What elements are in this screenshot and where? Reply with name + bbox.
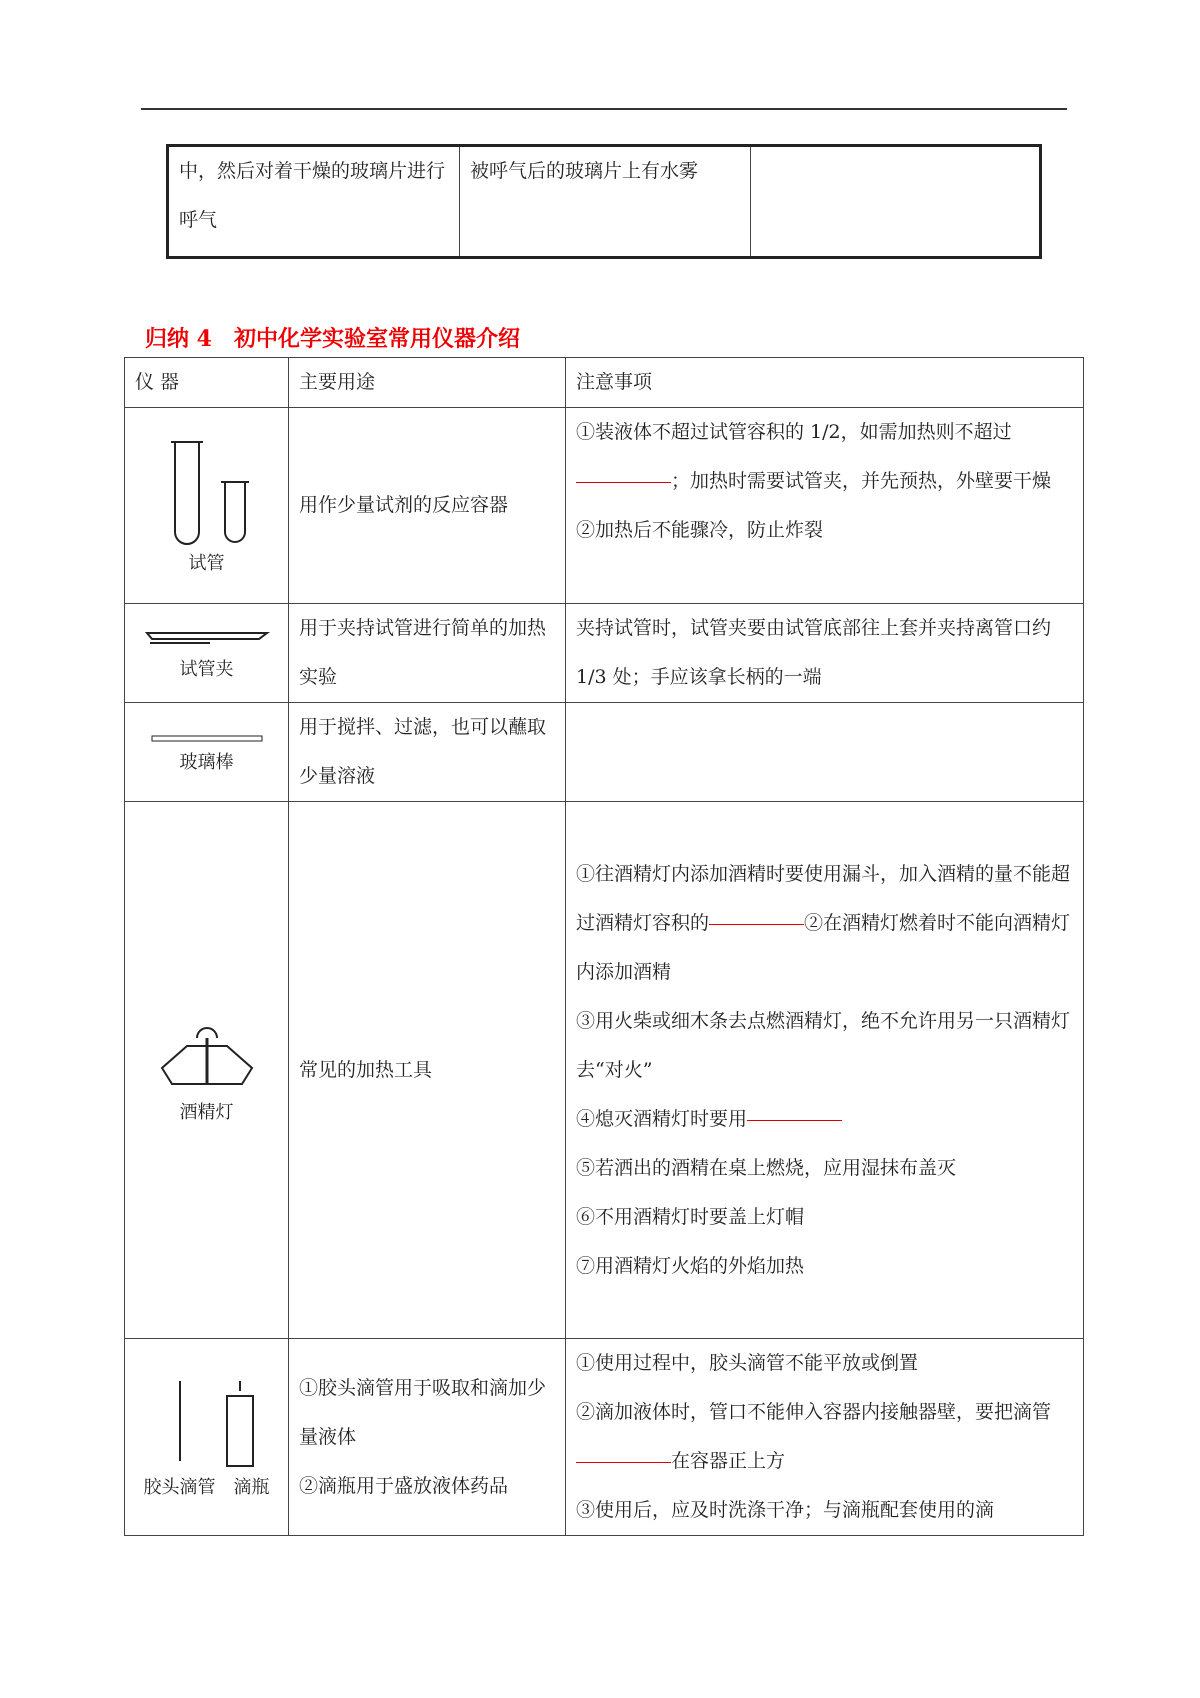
- fill-blank: [709, 923, 804, 925]
- use: [289, 1339, 566, 1536]
- glass-rod-icon: [147, 732, 267, 746]
- header-cell: 仪 器: [125, 358, 289, 408]
- note: ①往酒精灯内添加酒精时要使用漏斗，加入酒精的量不能超过酒精灯容积的: [576, 862, 1071, 934]
- use: 用于搅拌、过滤，也可以蘸取少量溶液: [289, 703, 566, 802]
- header-rule: [141, 108, 1067, 110]
- note: ①装液体不超过试管容积的 1/2，如需加热则不超过: [576, 421, 1012, 443]
- label: 玻璃棒: [179, 752, 234, 773]
- note: ②滴加液体时，管口不能伸入容器内接触器壁，要把滴管: [576, 1401, 1052, 1423]
- header-cell: 主要用途: [289, 358, 566, 408]
- section-heading: 归纳 4 初中化学实验室常用仪器介绍: [145, 326, 520, 352]
- fill-blank: [747, 1119, 842, 1121]
- note: ⑥不用酒精灯时要盖上灯帽: [576, 1205, 805, 1228]
- rod-image: [125, 703, 289, 802]
- use: 用于夹持试管进行简单的加热实验: [289, 604, 566, 703]
- notes: [566, 802, 1084, 1339]
- dropper-image: [125, 1339, 289, 1536]
- notes: [566, 703, 1084, 802]
- clamp-image: [125, 604, 289, 703]
- header-cell: 注意事项: [566, 358, 1084, 408]
- lamp-image: [125, 802, 289, 1339]
- note: ①胶头滴管用于吸取和滴加少量液体: [299, 1376, 547, 1448]
- fill-blank: [576, 1461, 671, 1463]
- cell: 被呼气后的玻璃片上有水雾: [460, 146, 751, 258]
- label: 胶头滴管: [143, 1476, 216, 1498]
- note: ④熄灭酒精灯时要用: [576, 1107, 748, 1130]
- notes: 夹持试管时，试管夹要由试管底部往上套并夹持离管口约 1/3 处；手应该拿长柄的一端: [566, 604, 1084, 703]
- note: ②在酒精灯燃着时不能向酒精灯内添加酒精: [576, 911, 1071, 983]
- test-tube-icon: [157, 437, 257, 547]
- note: ③用火柴或细木条去点燃酒精灯，绝不允许用另一只酒精灯去“对火”: [576, 1009, 1071, 1081]
- dropper-and-bottle-icon: [142, 1376, 272, 1471]
- label: 滴瓶: [233, 1476, 270, 1498]
- cell: [751, 146, 1041, 258]
- label: 酒精灯: [179, 1102, 234, 1123]
- use: 用作少量试剂的反应容器: [289, 408, 566, 604]
- test-tube-image: [125, 408, 289, 604]
- instrument-table: [124, 357, 1084, 1536]
- label: 试管: [188, 552, 225, 574]
- notes: [566, 408, 1084, 604]
- note: ⑦用酒精灯火焰的外焰加热: [576, 1254, 805, 1277]
- note: 在容器正上方: [671, 1450, 786, 1472]
- note: ①使用过程中，胶头滴管不能平放或倒置: [576, 1352, 919, 1374]
- use: 常见的加热工具: [289, 802, 566, 1339]
- note: ②滴瓶用于盛放液体药品: [299, 1474, 509, 1497]
- test-tube-clamp-icon: [142, 625, 272, 653]
- note: ②加热后不能骤冷，防止炸裂: [576, 519, 824, 541]
- note: ⑤若洒出的酒精在桌上燃烧，应用湿抹布盖灭: [576, 1156, 957, 1179]
- experiment-table: [166, 144, 1042, 259]
- fill-blank: [576, 481, 671, 483]
- note: ；加热时需要试管夹，并先预热，外壁要干燥: [671, 470, 1052, 492]
- label: 试管夹: [179, 659, 234, 680]
- alcohol-lamp-icon: [157, 1016, 257, 1096]
- cell: 中，然后对着干燥的玻璃片进行呼气: [168, 146, 460, 258]
- note: ③使用后，应及时洗涤干净；与滴瓶配套使用的滴: [576, 1499, 995, 1521]
- notes: [566, 1339, 1084, 1536]
